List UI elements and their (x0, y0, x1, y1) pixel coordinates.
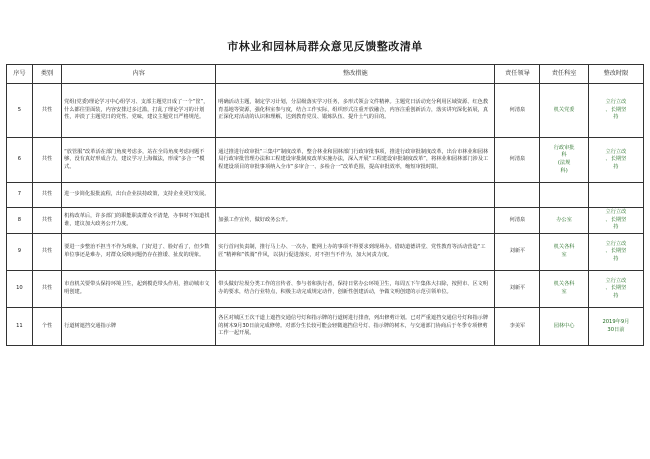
row-measures: 各区对城区王次干道上遮挡交通信号灯和指示牌的行道树进行排查，列出修剪计划。已对严重遮挡交通信号灯和指示牌的树木9月30日前完成修剪。对部分生长较可能会轻微遮挡信号灯、指示牌的树木，与交通部门协商后于冬季专项修剪工作一起开展。 (216, 308, 495, 346)
row-deadline-line: 30日前 (607, 326, 625, 333)
row-number: 9 (7, 234, 33, 271)
row-dept-line: 室 (561, 252, 567, 258)
document-title: 市林业和园林局群众意见反馈整改清单 (227, 40, 423, 53)
row-category: 个性 (32, 308, 61, 346)
row-content: 进一步简化报批流程，出台企业扶持政策，支持企业更好发展。 (62, 183, 216, 208)
row-dept-line: 科 (561, 152, 567, 159)
row-dept-line: (法规 (557, 160, 571, 166)
row-dept-line: 行政审批 (553, 144, 575, 151)
table-row (7, 183, 644, 208)
row-measures: 实行首问负责制，推行马上办、一次办，能网上办的事项不得要求到现场办。借助道德讲堂、党性教育等活动营造“工匠”精神和“铁骑”作风，以执行促进落实，对不担当不作为，加大问责力度。 (216, 234, 495, 271)
row-deadline-line: 、长期坚 (605, 216, 627, 223)
row-leader: 何清泉 (495, 84, 540, 138)
row-content: 要进一步整治不担当不作为现象，门好进了、脸好看了，但少数单位事还是难办，对群众反映问题仍存在推诿、扯皮的现象。 (62, 234, 216, 271)
row-deadline (588, 308, 643, 346)
row-dept (540, 138, 588, 183)
row-number: 6 (7, 138, 33, 183)
row-dept (540, 308, 588, 346)
row-deadline-line: 立行立改 (605, 240, 627, 247)
header-no: 序号 (7, 65, 33, 84)
row-dept-line: 机关党委 (553, 106, 575, 113)
row-category: 共性 (32, 84, 61, 138)
row-measures: 加强工作宣传，做好政务公开。 (216, 208, 495, 234)
table-row (7, 208, 644, 234)
row-dept (540, 271, 588, 308)
header-row (7, 65, 644, 84)
row-dept-line: 室 (561, 289, 567, 295)
header-measures: 整改措施 (216, 65, 495, 84)
row-deadline-line: 立行立改 (605, 99, 627, 106)
row-deadline-line: 立行立改 (605, 148, 627, 155)
row-deadline (588, 271, 643, 308)
row-deadline-line: 立行立改 (605, 209, 627, 216)
table-row (7, 234, 644, 271)
row-leader: 何清泉 (495, 138, 540, 183)
row-number: 5 (7, 84, 33, 138)
header-category: 类别 (32, 65, 61, 84)
row-deadline-line: 持 (613, 255, 619, 262)
row-leader: 何清泉 (495, 208, 540, 234)
row-deadline-line: 立行立改 (605, 277, 627, 284)
row-category: 共性 (32, 234, 61, 271)
table-row (7, 138, 644, 183)
row-deadline-line: 2019年9月 (602, 318, 630, 325)
row-deadline (588, 183, 643, 208)
row-leader (495, 183, 540, 208)
row-deadline (588, 138, 643, 183)
row-deadline (588, 234, 643, 271)
rectification-table (6, 64, 644, 346)
row-content: 市直机关要带头保持环境卫生，起到模范带头作用，推动城市文明创建。 (62, 271, 216, 308)
header-dept: 责任科室 (540, 65, 588, 84)
row-dept-line: 机关各科 (553, 244, 575, 251)
row-content: 机构改革后，许多部门的职能职责群众不清楚，办事时不知道找谁，建议加大政务公开力度。 (62, 208, 216, 234)
row-measures: 带头做好垃圾分类工作的宣传者、参与者和执行者，保持日常办公环境卫生，每周五下午集体大扫除，按照市、区文明办的要求，结合行业特点，积极主动完成规定动作，创新性创建活动，争做文明创建的示范引领单位。 (216, 271, 495, 308)
row-leader: 刘新平 (495, 271, 540, 308)
row-dept (540, 84, 588, 138)
row-measures: 通过推进行政审批“三集中”制度改革，整合林业和园林部门行政审批事项，推进行政审批制度改革，出台市林业和园林局行政审批管理办法和工程建设审批制度改革实施办法，深入开展“工程建设审批制度改革”，将林业和园林部门涉及工程建设项目的审批事项纳入全市“多审合一、多检合一”改革范围，提高审批效率，缩短审批时限。 (216, 138, 495, 183)
row-deadline-line: 持 (613, 224, 619, 231)
row-deadline-line: 、长期坚 (605, 156, 627, 163)
table-row (7, 308, 644, 346)
row-number: 11 (7, 308, 33, 346)
row-deadline-line: 、长期坚 (605, 106, 627, 113)
row-measures: 明确活动主题，制定学习计划，分层级落实学习任务，多形式领会文件精神。主题党日活动充分利用区域资源、红色教育基地等资源，强化科室参与度，结合工作实际，组织形式注重开放融合，内容注重创新活力，落实讲究深化拓展，真正深化对活动的认识和理解，达到教育党员、锻炼队伍、提升士气的目的。 (216, 84, 495, 138)
row-dept-line: 园林中心 (553, 322, 575, 329)
table-row (7, 84, 644, 138)
header-leader: 责任领导 (495, 65, 540, 84)
row-dept (540, 234, 588, 271)
row-dept-line: 办公室 (556, 216, 572, 223)
row-dept-line: 科) (560, 167, 568, 174)
row-number: 7 (7, 183, 33, 208)
row-content: 行道树遮挡交通指示牌 (62, 308, 216, 346)
row-leader: 李美军 (495, 308, 540, 346)
row-deadline-line: 、长期坚 (605, 285, 627, 292)
header-deadline: 整改时限 (588, 65, 643, 84)
row-deadline (588, 208, 643, 234)
row-leader: 刘新平 (495, 234, 540, 271)
row-measures (216, 183, 495, 208)
row-category: 共性 (32, 208, 61, 234)
row-content: “放管服”改革活在部门角度考虑多，站在全局角度考虑问题不够，没有真好形成合力，建议学习上海做法，形成“多合一”模式。 (62, 138, 216, 183)
row-category: 共性 (32, 183, 61, 208)
row-number: 8 (7, 208, 33, 234)
table-row (7, 271, 644, 308)
row-content: 党组(党委)理论学习中心组学习、支部主题党日成了一个“筐”，什么都往里面装，内容安排过多过滥，打乱了理论学习的计划性，冲淡了主题党日的党性、党味，建议主题党日严格规范。 (62, 84, 216, 138)
row-dept-line: 机关各科 (553, 281, 575, 288)
row-deadline-line: 持 (613, 114, 619, 121)
row-dept (540, 183, 588, 208)
row-category: 共性 (32, 138, 61, 183)
row-category: 共性 (32, 271, 61, 308)
row-deadline-line: 持 (613, 163, 619, 170)
row-deadline-line: 、长期坚 (605, 248, 627, 255)
row-number: 10 (7, 271, 33, 308)
row-dept (540, 208, 588, 234)
header-content: 内容 (62, 65, 216, 84)
row-deadline (588, 84, 643, 138)
row-deadline-line: 持 (613, 292, 619, 299)
